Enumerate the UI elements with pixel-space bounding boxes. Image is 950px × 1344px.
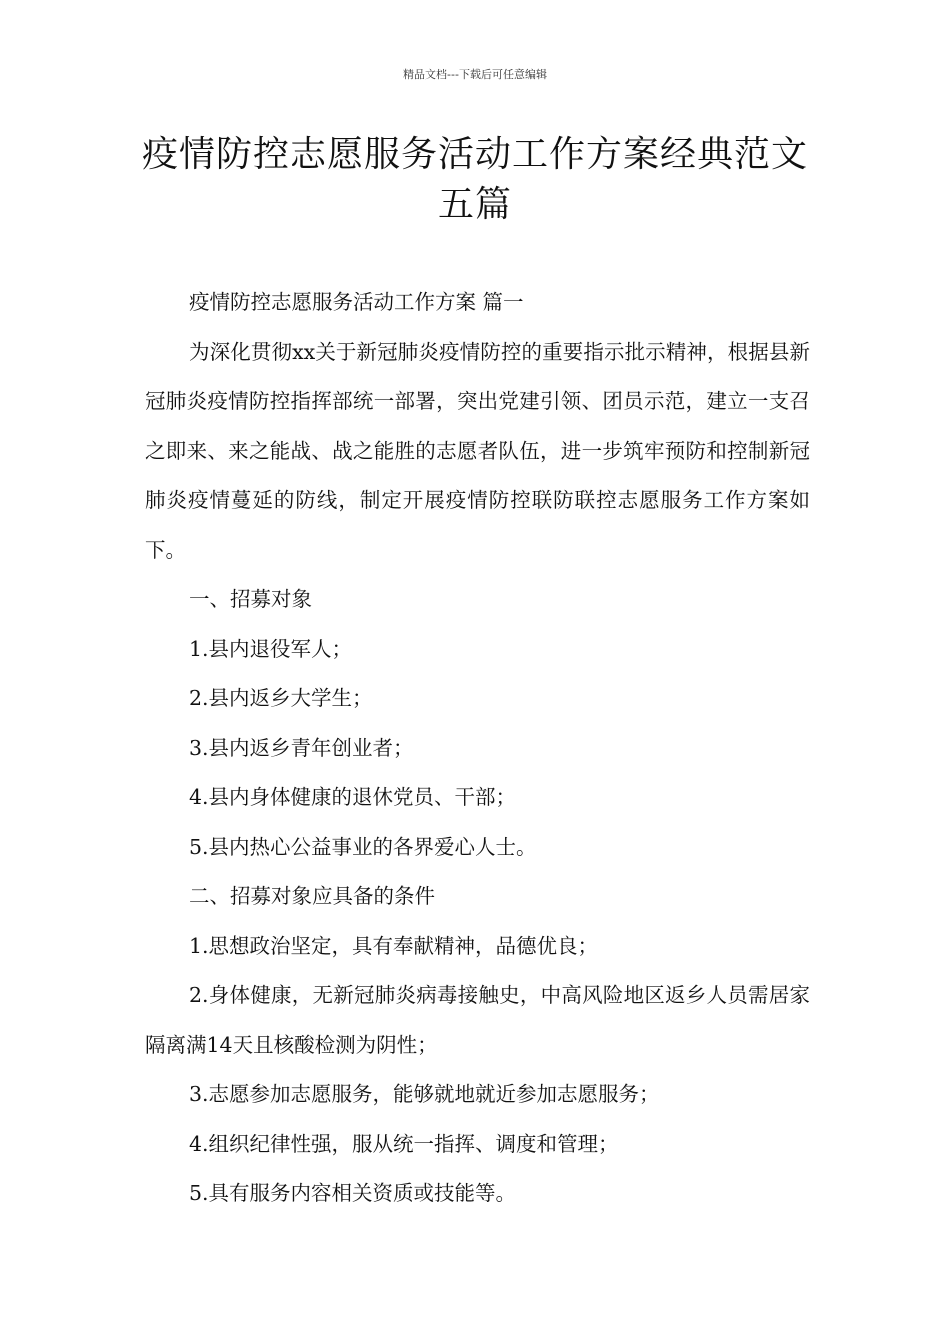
list-item: 4.县内身体健康的退休党员、干部； (189, 785, 517, 809)
list-item: 5.县内热心公益事业的各界爱心人士。 (189, 834, 537, 859)
list-item: 1.思想政治坚定，具有奉献精神，品德优良； (189, 933, 599, 958)
list-item: 4.组织纪律性强，服从统一指挥、调度和管理； (189, 1131, 619, 1156)
list-item: 2.县内返乡大学生； (189, 686, 373, 710)
intro-paragraph: 为深化贯彻xx关于新冠肺炎疫情防控的重要指示批示精神，根据县新冠肺炎疫情防控指挥部统一部署，突出党建引领、团员示范，建立一支召之即来、来之能战、战之能胜的志愿者队伍，进一步筑牢预防和控制新冠肺炎疫情蔓延的防线，制定开展疫情防控联防联控志愿服务工作方案如下。 (145, 339, 810, 562)
list-item: 2.身体健康，无新冠肺炎病毒接触史，中高风险地区返乡人员需居家隔离满14天且核酸检测为阴性； (145, 983, 810, 1057)
part1-heading: 一、招募对象 (189, 587, 312, 611)
document-title: 疫情防控志愿服务活动工作方案经典范文五篇 (141, 134, 808, 225)
list-item: 1.县内退役军人； (189, 636, 353, 661)
section-heading: 疫情防控志愿服务活动工作方案 篇一 (189, 290, 524, 314)
part2-heading: 二、招募对象应具备的条件 (189, 884, 435, 908)
page-header: 精品文档---下载后可任意编辑 (403, 68, 547, 81)
document-body (145, 278, 810, 1219)
list-item: 3.县内返乡青年创业者； (189, 735, 414, 760)
list-item: 3.志愿参加志愿服务，能够就地就近参加志愿服务； (189, 1082, 660, 1106)
list-item: 5.具有服务内容相关资质或技能等。 (189, 1181, 517, 1205)
